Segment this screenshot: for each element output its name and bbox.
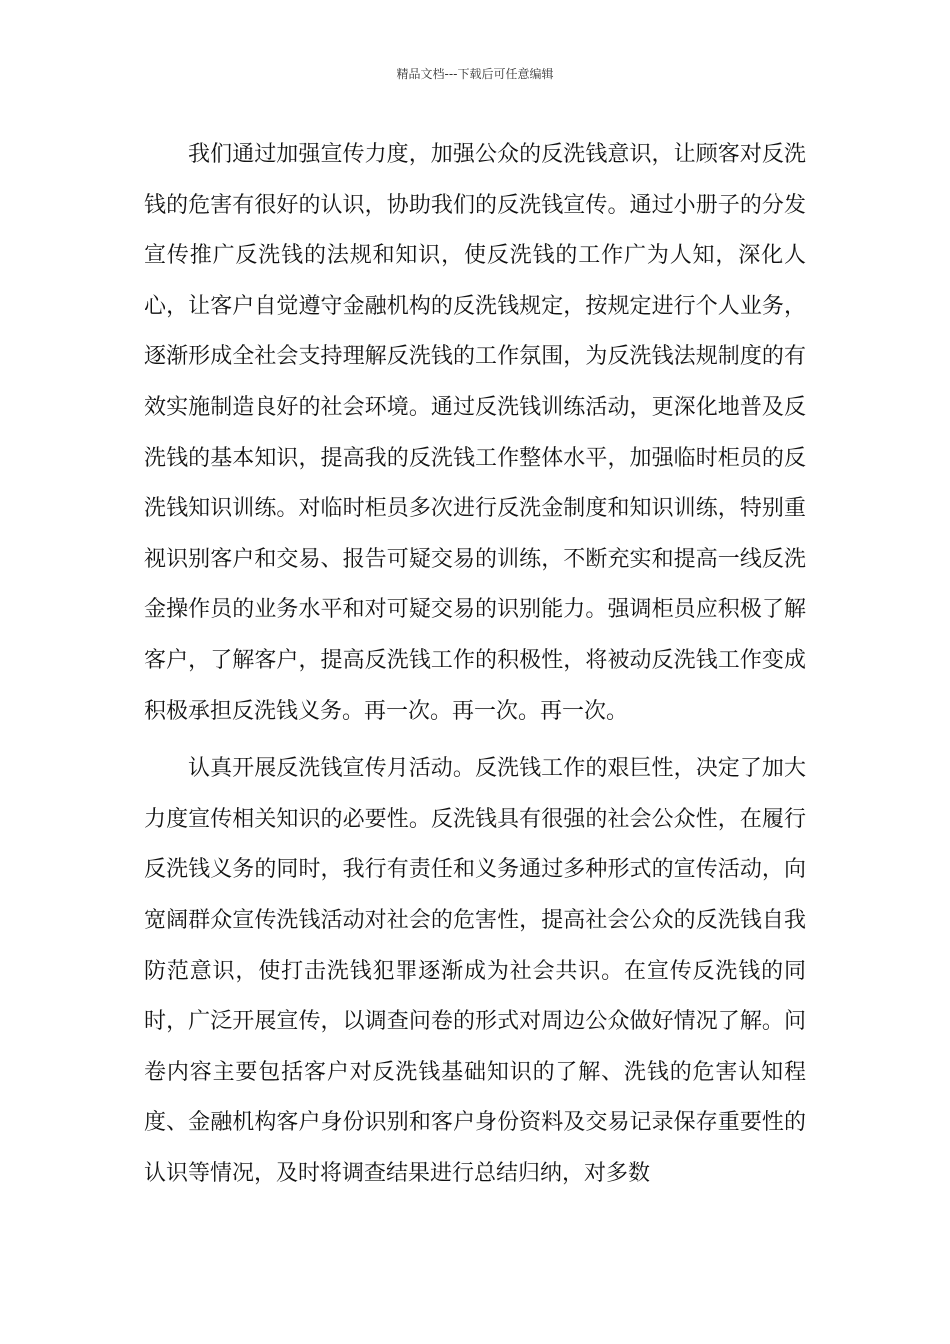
document-body bbox=[144, 130, 806, 1199]
paragraph-1: 我们通过加强宣传力度，加强公众的反洗钱意识，让顾客对反洗钱的危害有很好的认识，协助我们的反洗钱宣传。通过小册子的分发宣传推广反洗钱的法规和知识，使反洗钱的工作广为人知，深化人心，让客户自觉遵守金融机构的反洗钱规定，按规定进行个人业务，逐渐形成全社会支持理解反洗钱的工作氛围，为反洗钱法规制度的有效实施制造良好的社会环境。通过反洗钱训练活动，更深化地普及反洗钱的基本知识，提高我的反洗钱工作整体水平，加强临时柜员的反洗钱知识训练。对临时柜员多次进行反洗金制度和知识训练，特别重视识别客户和交易、报告可疑交易的训练，不断充实和提高一线反洗金操作员的业务水平和对可疑交易的识别能力。强调柜员应积极了解客户，了解客户，提高反洗钱工作的积极性，将被动反洗钱工作变成积极承担反洗钱义务。再一次。再一次。再一次。 bbox=[144, 142, 806, 724]
paragraph-2: 认真开展反洗钱宣传月活动。反洗钱工作的艰巨性，决定了加大力度宣传相关知识的必要性。反洗钱具有很强的社会公众性，在履行反洗钱义务的同时，我行有责任和义务通过多种形式的宣传活动，向宽阔群众宣传洗钱活动对社会的危害性，提高社会公众的反洗钱自我防范意识，使打击洗钱犯罪逐渐成为社会共识。在宣传反洗钱的同时，广泛开展宣传，以调查问卷的形式对周边公众做好情况了解。问卷内容主要包括客户对反洗钱基础知识的了解、洗钱的危害认知程度、金融机构客户身份识别和客户身份资料及交易记录保存重要性的认识等情况，及时将调查结果进行总结归纳，对多数 bbox=[144, 756, 806, 1186]
page-header: 精品文档---下载后可任意编辑 bbox=[396, 67, 554, 81]
